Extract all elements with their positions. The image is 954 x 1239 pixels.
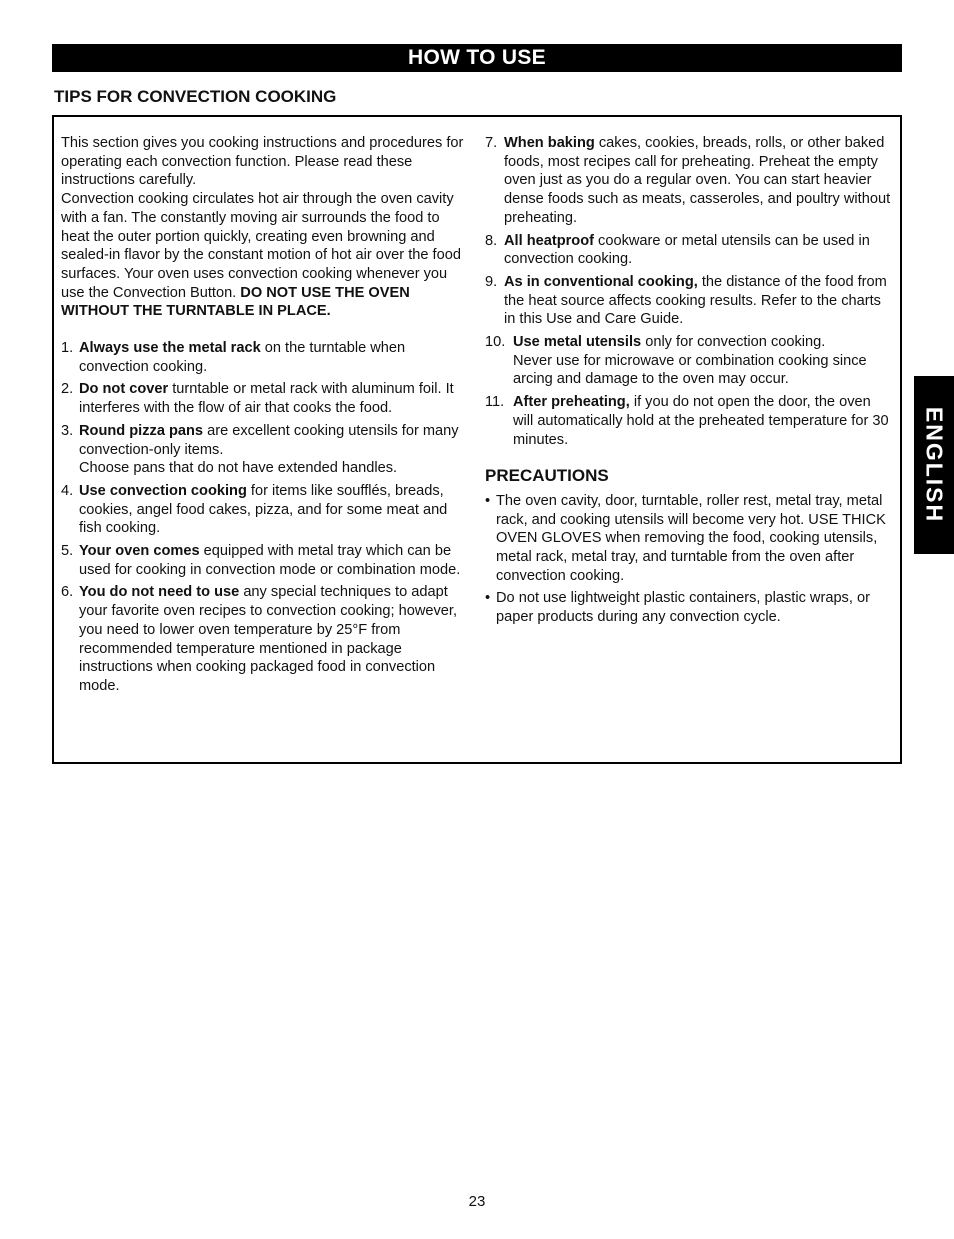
tips-list-right bbox=[485, 134, 895, 449]
tip-lead: When baking bbox=[504, 135, 595, 151]
tip-lead: Use convection cooking bbox=[79, 482, 247, 499]
tip-extra-text: Never use for microwave or combination cooking since arcing and damage to the oven may occur. bbox=[513, 352, 867, 388]
section-title: TIPS FOR CONVECTION COOKING bbox=[54, 87, 337, 106]
tip-number: 4. bbox=[61, 482, 74, 499]
tip-number: 6. bbox=[61, 584, 74, 601]
language-label: ENGLISH bbox=[921, 406, 948, 524]
tip-item bbox=[485, 393, 895, 449]
precautions-title: PRECAUTIONS bbox=[485, 466, 609, 486]
tip-text: for items like soufflés, breads, cookies, angel food cakes, pizza, and for some meat and fish cooking. bbox=[79, 482, 448, 537]
intro-paragraph-1: This section gives you cooking instructions and procedures for operating each convection function. Please read these instructions carefully. bbox=[61, 135, 464, 189]
tip-lead: Do not cover bbox=[79, 381, 169, 398]
intro-paragraph-2 bbox=[61, 190, 466, 321]
tip-item bbox=[485, 333, 895, 389]
page-number: 23 bbox=[468, 1193, 486, 1210]
tip-number: 3. bbox=[61, 422, 74, 439]
tip-lead: Round pizza pans bbox=[79, 422, 204, 439]
tip-extra-text: Choose pans that do not have extended handles. bbox=[79, 460, 398, 477]
content-box bbox=[52, 115, 902, 764]
tip-number: 9. bbox=[485, 273, 498, 290]
bullet-icon: • bbox=[485, 590, 491, 607]
precaution-text: Do not use lightweight plastic containers, plastic wraps, or paper products during any convection cycle. bbox=[496, 590, 870, 626]
header-title: HOW TO USE bbox=[408, 46, 546, 69]
language-side-tab bbox=[914, 376, 954, 554]
tip-number: 8. bbox=[485, 232, 498, 249]
tip-text: the distance of the food from the heat source affects cooking results. Refer to the charts in this Use and Care Guide. bbox=[504, 273, 887, 328]
tip-number: 2. bbox=[61, 381, 74, 398]
tips-list-left bbox=[61, 339, 466, 696]
tip-lead: Use metal utensils bbox=[513, 334, 642, 351]
tip-lead: Your oven comes bbox=[79, 543, 200, 560]
tip-item bbox=[61, 422, 466, 478]
tip-number: 1. bbox=[61, 340, 74, 357]
section-header-bar bbox=[52, 44, 902, 72]
precaution-item bbox=[485, 589, 895, 626]
tip-lead: Always use the metal rack bbox=[79, 340, 261, 357]
tip-item bbox=[61, 542, 466, 579]
tip-lead: As in conventional cooking, bbox=[504, 273, 698, 290]
tip-item bbox=[485, 232, 895, 269]
tip-lead: All heatproof bbox=[504, 232, 594, 249]
tip-text: only for convection cooking. bbox=[641, 334, 826, 351]
precaution-item bbox=[485, 492, 895, 586]
tip-number: 5. bbox=[61, 543, 74, 560]
tip-text: cookware or metal utensils can be used in convection cooking. bbox=[504, 232, 870, 268]
left-column bbox=[61, 134, 466, 700]
tip-item bbox=[61, 482, 466, 538]
turntable-warning: DO NOT USE THE OVEN WITHOUT THE TURNTABLE IN PLACE. bbox=[61, 284, 410, 320]
tip-lead: After preheating, bbox=[513, 394, 630, 411]
tip-text: are excellent cooking utensils for many convection-only items. bbox=[79, 422, 459, 458]
tip-item bbox=[61, 583, 466, 695]
precautions-list bbox=[485, 492, 895, 627]
right-column bbox=[485, 134, 895, 631]
tip-item bbox=[61, 339, 466, 376]
tip-text: any special techniques to adapt your favorite oven recipes to convection cooking; however, you need to lower oven temperature by 25°F from recommended temperature mentioned in package instructions when cooking packaged food in convection mode. bbox=[79, 584, 458, 694]
tip-item bbox=[485, 134, 895, 228]
tip-item bbox=[485, 273, 895, 329]
tip-number: 11. bbox=[485, 394, 505, 411]
bullet-icon: • bbox=[485, 492, 491, 509]
precaution-text: The oven cavity, door, turntable, roller rest, metal tray, metal rack, and cooking utensils will become very hot. USE THICK OVEN GLOVES when removing the food, cooking utensils, metal rack, metal tray, and turntable from the oven after convection cooking. bbox=[496, 492, 886, 584]
tip-text: equipped with metal tray which can be used for cooking in convection mode or combination mode. bbox=[79, 543, 461, 578]
tip-text: if you do not open the door, the oven will automatically hold at the preheated temperature for 30 minutes. bbox=[513, 394, 889, 448]
tip-lead: You do not need to use bbox=[79, 584, 240, 601]
tip-text: on the turntable when convection cooking. bbox=[79, 340, 406, 375]
intro-paragraph-2-text: Convection cooking circulates hot air through the oven cavity with a fan. The constantly moving air surrounds the food to heat the outer portion quickly, creating even browning and sealed-in flavor by the constant motion of hot air over the food surfaces. Your oven uses convection cooking whenever you use the Convection Button. bbox=[61, 191, 461, 301]
tip-text: cakes, cookies, breads, rolls, or other baked foods, most recipes call for preheating. Preheat the empty oven just as you do a regular oven. You can start heavier dense foods such as meats, casseroles, and poultry without preheating. bbox=[504, 135, 891, 226]
tip-text: turntable or metal rack with aluminum foil. It interferes with the flow of air that cooks the food. bbox=[79, 381, 454, 417]
tip-number: 7. bbox=[485, 135, 498, 151]
tip-item bbox=[61, 380, 466, 417]
tip-number: 10. bbox=[485, 334, 506, 351]
